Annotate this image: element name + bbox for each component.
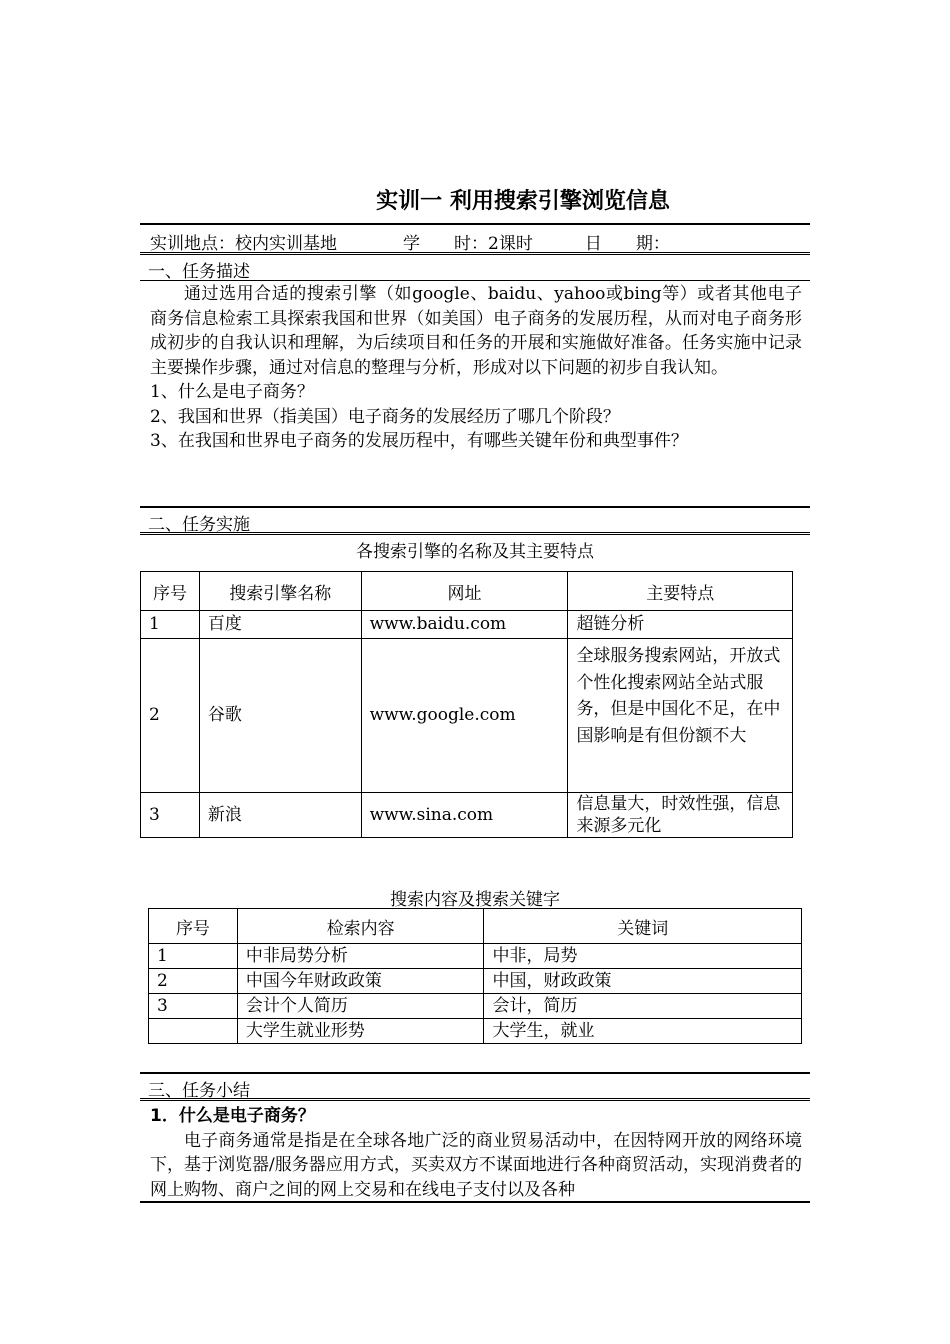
table-cell: www.sina.com	[361, 793, 568, 838]
table-cell: 中国，财政政策	[484, 969, 802, 994]
table-row	[141, 639, 793, 793]
table-cell: 百度	[199, 611, 361, 639]
title-rule	[140, 223, 810, 225]
table-header-row	[149, 909, 802, 944]
table1-caption: 各搜索引擎的名称及其主要特点	[356, 542, 594, 562]
footer-rule	[140, 1201, 810, 1203]
section2-top-rule	[140, 506, 810, 508]
section1-paragraph: 通过选用合适的搜索引擎（如google、baidu、yahoo或bing等）或者其他电子商务信息检索工具探索我国和世界（如美国）电子商务的发展历程，从而对电子商务形成初步的自我认识和理解，为后续项目和任务的开展和实施做好准备。任务实施中记录主要操作步骤，通过对信息的整理与分析，形成对以下问题的初步自我认知。	[150, 284, 802, 378]
table-cell: 信息量大，时效性强，信息来源多元化	[568, 793, 793, 838]
hours-value: 2课时	[488, 234, 533, 254]
table-cell: 中非局势分析	[237, 944, 484, 969]
table-cell: 2	[149, 969, 238, 994]
section3-heading: 三、任务小结	[148, 1081, 250, 1101]
search-engine-table	[140, 571, 793, 838]
question-2: 2、我国和世界（指美国）电子商务的发展经历了哪几个阶段？	[150, 406, 620, 427]
section1-rule	[140, 280, 810, 281]
section2-rule	[140, 532, 810, 535]
hours-label-2: 时：	[454, 234, 488, 254]
section1-body	[150, 282, 802, 454]
table-cell: 1	[141, 611, 200, 639]
header-cell: 网址	[361, 572, 568, 611]
header-cell: 主要特点	[568, 572, 793, 611]
table-cell: 谷歌	[199, 639, 361, 793]
header-cell: 关键词	[484, 909, 802, 944]
section1-heading: 一、任务描述	[148, 262, 250, 282]
table-cell: 大学生就业形势	[237, 1019, 484, 1044]
table-row	[149, 1019, 802, 1044]
header-cell: 序号	[141, 572, 200, 611]
table-cell: 中非，局势	[484, 944, 802, 969]
table-cell: 中国今年财政政策	[237, 969, 484, 994]
table-row	[141, 611, 793, 639]
table-row	[141, 793, 793, 838]
table-cell: 2	[141, 639, 200, 793]
table2-caption: 搜索内容及搜索关键字	[390, 890, 560, 910]
page-title: 实训一 利用搜索引擎浏览信息	[376, 189, 670, 214]
table-cell: 3	[149, 994, 238, 1019]
search-keyword-table	[148, 908, 802, 1044]
section3-body	[150, 1104, 802, 1202]
info-line	[150, 229, 670, 254]
header-cell: 检索内容	[237, 909, 484, 944]
section3-subheading: 1．什么是电子商务？	[150, 1106, 315, 1126]
header-cell: 搜索引擎名称	[199, 572, 361, 611]
table-cell	[149, 1019, 238, 1044]
table-cell: 会计个人简历	[237, 994, 484, 1019]
table-header-row	[141, 572, 793, 611]
table-cell: 超链分析	[568, 611, 793, 639]
table-cell: 大学生，就业	[484, 1019, 802, 1044]
section3-rule	[140, 1098, 810, 1101]
question-1: 1、什么是电子商务？	[150, 382, 314, 402]
section3-top-rule	[140, 1072, 810, 1074]
section2-heading: 二、任务实施	[148, 515, 250, 535]
table-row	[149, 944, 802, 969]
table-row	[149, 969, 802, 994]
date-label: 日	[584, 234, 602, 254]
table-cell: 全球服务搜索网站，开放式个性化搜索网站全站式服务，但是中国化不足，在中国影响是有但份额不大	[568, 639, 793, 793]
header-cell: 序号	[149, 909, 238, 944]
location-text: 实训地点：校内实训基地	[150, 234, 337, 254]
table-cell: 新浪	[199, 793, 361, 838]
date-label-2: 期：	[635, 234, 670, 254]
info-rule	[140, 252, 810, 255]
table-cell: www.google.com	[361, 639, 568, 793]
table-row	[149, 994, 802, 1019]
table-cell: www.baidu.com	[361, 611, 568, 639]
hours-label: 学	[403, 234, 420, 254]
question-3: 3、在我国和世界电子商务的发展历程中，有哪些关键年份和典型事件？	[150, 431, 688, 451]
table-cell: 会计，简历	[484, 994, 802, 1019]
table-cell: 1	[149, 944, 238, 969]
section3-paragraph: 电子商务通常是指是在全球各地广泛的商业贸易活动中，在因特网开放的网络环境下，基于浏览器/服务器应用方式，买卖双方不谋面地进行各种商贸活动，实现消费者的网上购物、商户之间的网上交易和在线电子支付以及各种	[150, 1130, 802, 1200]
table-cell: 3	[141, 793, 200, 838]
